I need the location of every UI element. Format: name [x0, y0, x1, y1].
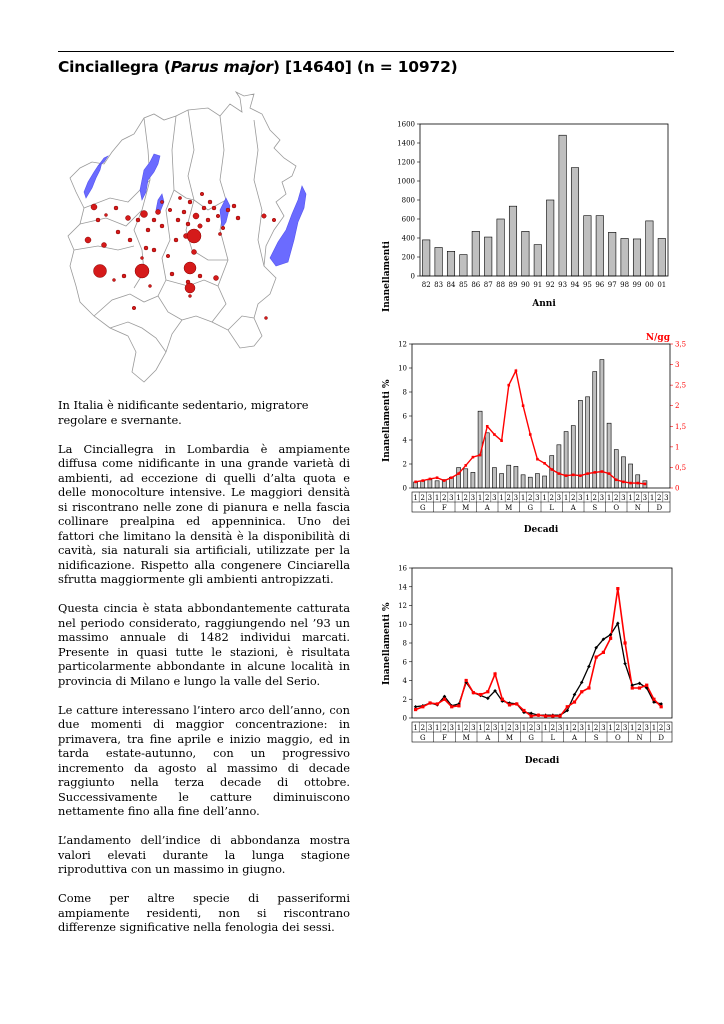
- decade-label: 2: [592, 494, 597, 502]
- line-point: [465, 679, 468, 682]
- decade-label: 2: [658, 724, 664, 732]
- line-point: [636, 482, 639, 485]
- line-point: [486, 425, 489, 428]
- line-point: [536, 458, 539, 461]
- x-tick-label: 95: [582, 281, 592, 289]
- line-point: [566, 705, 569, 708]
- decade-label: 1: [586, 724, 592, 732]
- line-point: [623, 662, 627, 666]
- decade-label: 2: [442, 494, 447, 502]
- bar: [435, 248, 442, 277]
- y-tick-label: 4: [402, 436, 407, 445]
- line-point: [645, 684, 648, 687]
- y-tick-label: 600: [401, 215, 415, 224]
- decade-label: 1: [521, 724, 527, 732]
- decade-label: 3: [513, 494, 519, 502]
- bar: [550, 456, 554, 488]
- bar: [621, 238, 628, 276]
- bar: [596, 216, 603, 276]
- decade-label: 3: [599, 494, 605, 502]
- y-tick-label: 1200: [397, 158, 415, 167]
- month-label: N: [634, 504, 641, 512]
- x-tick-label: 87: [483, 281, 493, 289]
- x-tick-label: 88: [496, 281, 506, 289]
- x-tick-label: 90: [520, 281, 530, 289]
- bar: [571, 426, 575, 488]
- y-tick-label: 14: [398, 583, 407, 592]
- line-point: [479, 693, 482, 696]
- bar: [593, 372, 597, 488]
- decade-label: 3: [621, 494, 626, 502]
- x-tick-label: 91: [533, 281, 543, 289]
- line-point: [615, 478, 618, 481]
- x-tick-label: 96: [595, 281, 605, 289]
- month-label: F: [441, 504, 447, 512]
- line-point: [522, 404, 525, 407]
- bar: [607, 423, 611, 488]
- decade-label: 3: [578, 494, 583, 502]
- line-point: [601, 470, 604, 473]
- line-point: [414, 708, 417, 711]
- decade-label: 1: [542, 494, 547, 502]
- x-axis-label: Decadi: [524, 756, 560, 766]
- bar: [621, 457, 625, 488]
- bar: [633, 239, 640, 276]
- line-point: [486, 690, 489, 693]
- y-tick-label: 6: [402, 412, 407, 421]
- decade-label: 3: [427, 724, 433, 732]
- bar: [600, 360, 604, 488]
- line-point: [464, 464, 467, 467]
- y-tick-label: 8: [402, 388, 407, 397]
- decade-label: 3: [536, 724, 541, 732]
- decade-label: 1: [563, 494, 569, 502]
- decade-label: 1: [456, 724, 462, 732]
- line-point: [443, 479, 446, 482]
- line-point: [436, 476, 439, 479]
- line-point: [479, 454, 482, 457]
- line-point: [573, 700, 576, 703]
- decade-label: 1: [500, 724, 505, 732]
- bar: [428, 480, 432, 488]
- line-point: [515, 702, 518, 705]
- line-point: [507, 384, 510, 387]
- lake-maggiore: [84, 162, 102, 198]
- y-tick-label: 10: [398, 364, 407, 373]
- line-point: [609, 637, 612, 640]
- month-label: G: [527, 504, 534, 512]
- y-axis-label: Inanellamenti: [382, 241, 392, 312]
- month-label: S: [593, 734, 599, 742]
- bar: [492, 468, 496, 488]
- decade-label: 2: [528, 494, 533, 502]
- line-point: [652, 698, 655, 701]
- decade-label: 1: [478, 724, 483, 732]
- decade-label: 3: [471, 724, 476, 732]
- decade-label: 2: [485, 494, 490, 502]
- y2-tick-label: 2: [675, 402, 680, 411]
- line-point: [457, 472, 460, 475]
- month-label: M: [462, 504, 470, 512]
- bar: [646, 221, 653, 276]
- x-tick-label: 84: [446, 281, 456, 289]
- y-tick-label: 1000: [397, 177, 415, 186]
- decade-label: 2: [442, 724, 447, 732]
- month-label: F: [442, 734, 447, 742]
- y2-tick-label: 0: [675, 484, 680, 493]
- decade-label: 1: [477, 494, 483, 502]
- month-label: G: [420, 734, 426, 742]
- y-tick-label: 0: [402, 484, 407, 493]
- line-point: [638, 686, 641, 689]
- decade-label: 3: [535, 494, 540, 502]
- decade-label: 2: [463, 724, 469, 732]
- decade-label: 1: [608, 724, 613, 732]
- line-point: [580, 690, 583, 693]
- bar: [546, 200, 553, 276]
- bar: [514, 466, 518, 488]
- line-point: [537, 714, 540, 717]
- line-point: [558, 715, 561, 718]
- month-label: G: [528, 734, 534, 742]
- decade-label: 1: [413, 494, 418, 502]
- line-point: [631, 686, 634, 689]
- decade-label: 2: [572, 724, 577, 732]
- y-tick-label: 1600: [397, 120, 415, 129]
- y-tick-label: 8: [402, 639, 407, 648]
- line-point: [579, 474, 582, 477]
- decade-label: 1: [543, 724, 548, 732]
- line-point: [593, 471, 596, 474]
- x-tick-label: 92: [545, 281, 555, 289]
- line-point: [602, 651, 605, 654]
- bar: [535, 474, 539, 488]
- y-tick-label: 800: [401, 196, 415, 205]
- title-prefix: Cinciallegra (: [58, 58, 171, 76]
- decade-label: 1: [456, 494, 461, 502]
- line-point: [450, 476, 453, 479]
- decade-label: 1: [434, 494, 440, 502]
- decade-label: 3: [556, 494, 562, 502]
- decade-label: 1: [413, 724, 418, 732]
- bar: [557, 445, 561, 488]
- ringing-sites: [85, 192, 276, 319]
- line-point: [587, 686, 590, 689]
- lake-garda: [270, 186, 306, 266]
- y-tick-label: 200: [401, 253, 415, 262]
- decade-label: 3: [492, 494, 497, 502]
- y2-tick-label: 0,5: [675, 463, 687, 472]
- paragraph: L’andamento dell’indice di abbondanza mostra valori elevati durante la lunga stagione riproduttiva con un massimo in giugno.: [58, 833, 350, 876]
- line-point: [508, 703, 511, 706]
- paragraph: Come per altre specie di passeriformi ampiamente residenti, non si riscontrano differenze significative nella fenologia dei sessi.: [58, 891, 350, 934]
- decade-label: 2: [507, 724, 512, 732]
- decade-label: 2: [593, 724, 599, 732]
- decade-label: 1: [499, 494, 504, 502]
- line-point: [616, 587, 619, 590]
- x-tick-label: 89: [508, 281, 518, 289]
- decade-label: 1: [520, 494, 526, 502]
- decade-label: 2: [571, 494, 576, 502]
- decade-label: 2: [463, 494, 468, 502]
- line-point: [644, 483, 647, 486]
- distribution-map: [58, 90, 358, 385]
- line-point: [429, 478, 432, 481]
- line-point: [500, 439, 503, 442]
- decade-label: 2: [420, 724, 426, 732]
- decade-label: 2: [614, 494, 619, 502]
- bar: [485, 433, 489, 488]
- line-point: [623, 641, 626, 644]
- paragraph: Questa cincia è stata abbondantemente catturata nel periodo considerato, raggiungendo nel ’93 un massimo annuale di 1482 individui marcati. Presente in quasi tutte le stazioni, è risultata particolarmente abbondante in alcune località in provincia di Milano e lungo la valle del Serio.: [58, 601, 350, 688]
- paragraph: La Cinciallegra in Lombardia è ampiamente diffusa come nidificante in una grande varietà di ambienti, ad eccezione di quelli d’alta quota e delle monocolture intensive. Le maggiori densità si riscontrano nelle zone di pianura e nella fascia collinare prealpina ed appenninica. Uno dei fattori che limitano la densità è la disponibilità di cavità, sia naturali sia artificiali, utilizzate per la nidificazione. Rispetto alla congenere Cinciarella sfrutta maggiormente gli ambienti antropizzati.: [58, 441, 350, 586]
- line-point: [629, 482, 632, 485]
- line-point: [472, 691, 475, 694]
- line-point: [558, 472, 561, 475]
- decade-label: 2: [635, 494, 640, 502]
- decade-label: 2: [528, 724, 534, 732]
- decade-label: 1: [649, 494, 655, 502]
- x-tick-label: 83: [434, 281, 444, 289]
- decade-label: 2: [615, 724, 621, 732]
- month-label: L: [549, 504, 555, 512]
- bar: [422, 240, 429, 276]
- x-tick-label: 94: [570, 281, 580, 289]
- y2-axis-label: N/gg: [645, 333, 670, 343]
- month-label: L: [550, 734, 556, 742]
- line-point: [493, 433, 496, 436]
- paragraph: In Italia è nidificante sedentario, migratore regolare e svernante.: [58, 398, 309, 427]
- y-axis-label: Inanellamenti %: [382, 379, 392, 462]
- month-label: M: [505, 504, 513, 512]
- line-point: [414, 481, 417, 484]
- line-point: [595, 655, 598, 658]
- month-label: A: [570, 504, 576, 512]
- decade-label: 1: [606, 494, 612, 502]
- decade-label: 1: [565, 724, 570, 732]
- paragraph: Le catture interessano l’intero arco dell’anno, con due momenti di maggior concentrazione: in primavera, tra fine aprile e inizio maggio, ed in tarda estate-autunno, con un progressivo incremento da agosto al massimo di decade raggiunto nella terza decade di ottobre. Successivamente le catture diminuiscono nettamente fino alla fine dell’anno.: [58, 702, 350, 818]
- chart-decadal-lines: [372, 560, 682, 770]
- line-point: [436, 702, 439, 705]
- line-point: [450, 705, 453, 708]
- bar: [564, 432, 568, 488]
- line-point: [472, 456, 475, 459]
- line-point: [522, 709, 525, 712]
- decade-label: 1: [435, 724, 440, 732]
- x-tick-label: 01: [657, 281, 667, 289]
- y-tick-label: 12: [398, 602, 407, 610]
- x-tick-label: 97: [607, 281, 617, 289]
- decade-label: 2: [420, 494, 425, 502]
- line-point: [493, 672, 496, 675]
- line-point: [421, 705, 424, 708]
- y-tick-label: 10: [398, 620, 407, 629]
- month-label: D: [656, 504, 663, 512]
- bar: [636, 475, 640, 488]
- bar: [460, 255, 467, 276]
- line-point: [608, 472, 611, 475]
- title-suffix: ) [14640] (n = 10972): [272, 58, 458, 76]
- decade-label: 2: [549, 494, 554, 502]
- month-label: D: [658, 734, 664, 742]
- bar: [472, 231, 479, 276]
- x-tick-label: 00: [644, 281, 654, 289]
- y-tick-label: 6: [402, 658, 407, 667]
- month-label: A: [571, 734, 578, 742]
- bar: [522, 231, 529, 276]
- decade-label: 3: [449, 724, 454, 732]
- series-line-red: [416, 589, 662, 717]
- y-tick-label: 1400: [397, 139, 415, 148]
- line-point: [421, 479, 424, 482]
- month-label: M: [505, 734, 514, 742]
- plot-frame: [412, 568, 672, 718]
- decade-label: 3: [449, 494, 454, 502]
- site-large: [187, 229, 201, 243]
- line-point: [543, 462, 546, 465]
- month-label: S: [592, 504, 598, 512]
- month-label: G: [419, 504, 426, 512]
- x-axis-label: Decadi: [523, 525, 559, 535]
- y2-tick-label: 3: [675, 361, 680, 370]
- bar: [500, 474, 504, 488]
- line-point: [660, 705, 663, 708]
- line-point: [550, 468, 553, 471]
- line-point: [428, 701, 431, 704]
- x-tick-label: 98: [620, 281, 630, 289]
- month-label: A: [484, 504, 490, 512]
- page-title: [58, 58, 678, 76]
- decade-label: 3: [664, 494, 669, 502]
- x-tick-label: 85: [458, 281, 468, 289]
- line-point: [501, 698, 504, 701]
- bar: [484, 237, 491, 276]
- decade-label: 3: [492, 724, 498, 732]
- map-boundaries: [68, 92, 296, 382]
- month-label: O: [613, 504, 620, 512]
- decade-label: 3: [601, 724, 606, 732]
- y-tick-label: 400: [401, 234, 415, 243]
- x-tick-label: 99: [632, 281, 642, 289]
- line-point: [572, 474, 575, 477]
- bar: [629, 464, 633, 488]
- y-tick-label: 4: [402, 677, 407, 685]
- lake-como: [140, 154, 160, 200]
- bar: [534, 245, 541, 276]
- bar: [528, 477, 532, 488]
- decade-label: 3: [427, 494, 433, 502]
- bar: [584, 216, 591, 276]
- bar: [543, 476, 547, 488]
- bar: [608, 232, 615, 276]
- y-axis-label: Inanellamenti %: [382, 602, 392, 685]
- line-point: [565, 474, 568, 477]
- y-tick-label: 0: [402, 714, 407, 723]
- decade-label: 3: [514, 724, 519, 732]
- bar: [614, 450, 618, 488]
- x-axis-label: Anni: [532, 299, 556, 309]
- title-species: Parus major: [170, 58, 273, 76]
- month-label: O: [614, 734, 621, 742]
- line-point: [529, 433, 532, 436]
- y-tick-label: 2: [402, 695, 407, 704]
- bar: [435, 481, 439, 488]
- y2-tick-label: 2,5: [675, 381, 687, 390]
- bar: [521, 475, 525, 488]
- chart-annual-ringing: [372, 112, 682, 312]
- x-tick-label: 82: [421, 281, 431, 289]
- x-tick-label: 93: [558, 281, 568, 289]
- line-point: [551, 715, 554, 718]
- decade-label: 2: [637, 724, 642, 732]
- bar: [571, 168, 578, 276]
- y2-tick-label: 3,5: [675, 340, 687, 349]
- line-point: [515, 369, 518, 372]
- y2-tick-label: 1,5: [675, 422, 687, 431]
- bar: [457, 468, 461, 488]
- decade-label: 3: [579, 724, 584, 732]
- decade-label: 3: [557, 724, 563, 732]
- line-point: [622, 481, 625, 484]
- y-tick-label: 0: [410, 272, 415, 281]
- decade-label: 2: [657, 494, 662, 502]
- decade-label: 3: [470, 494, 476, 502]
- bar: [559, 135, 566, 276]
- bar: [464, 469, 468, 488]
- plot-frame: [420, 124, 668, 276]
- decade-label: 1: [651, 724, 657, 732]
- top-rule: [58, 51, 674, 52]
- month-label: N: [636, 734, 643, 742]
- y-tick-label: 16: [398, 564, 407, 573]
- y-tick-label: 2: [402, 460, 407, 469]
- bar: [658, 238, 665, 276]
- y-tick-label: 12: [398, 340, 407, 349]
- bar: [447, 251, 454, 276]
- line-point: [544, 715, 547, 718]
- bar: [497, 219, 504, 276]
- decade-label: 3: [622, 724, 628, 732]
- decade-label: 3: [666, 724, 671, 732]
- x-tick-label: 86: [471, 281, 481, 289]
- decade-label: 3: [642, 494, 648, 502]
- lakes: [84, 154, 306, 266]
- bar: [509, 206, 516, 276]
- decade-label: 1: [628, 494, 633, 502]
- body-text: [58, 398, 350, 949]
- chart-decadal-bars: [372, 332, 690, 542]
- month-label: A: [485, 734, 491, 742]
- decade-label: 2: [550, 724, 556, 732]
- month-label: M: [462, 734, 470, 742]
- line-point: [443, 698, 446, 701]
- bar: [507, 465, 511, 488]
- bar: [471, 472, 475, 488]
- decade-label: 2: [506, 494, 511, 502]
- y2-tick-label: 1: [675, 443, 680, 452]
- line-point: [457, 704, 460, 707]
- decade-label: 1: [630, 724, 635, 732]
- decade-label: 3: [644, 724, 649, 732]
- decade-label: 1: [585, 494, 590, 502]
- line-point: [530, 715, 533, 718]
- decade-label: 2: [485, 724, 491, 732]
- line-point: [586, 472, 589, 475]
